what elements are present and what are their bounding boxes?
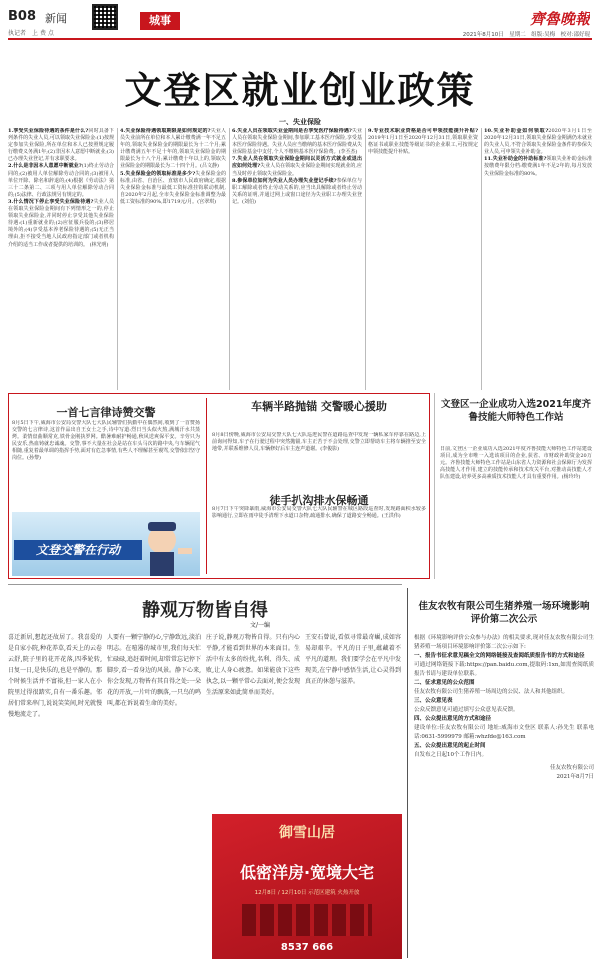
section-label: 新闻 bbox=[45, 12, 67, 25]
policy-col-3: 6.失业人员在领取失业金期间是否享受医疗保险待遇?失业人员在领取失业保险金期间,参加职工基本医疗保险,享受基本医疗保险待遇。失业人员应当缴纳的基本医疗保险费从失业保险基金中支付,个人不缴纳基本医疗保险费。(李丕杰) 7.失业人员在领取失业保险金期间以灵活方式就业或退出应如何处理?失业人员在领取失业保险金期间实现就业的,应当及时停止领取失业保险金。 8.参保单位如何为失业人员办理失业登记手续?参保单位与职工解除或者终止劳动关系的,应当出具解除或者终止劳动关系的证明,并通过网上或窗口途径为失业职工办理失业登记。(刘伯) bbox=[232, 128, 362, 205]
editor-line: 执记者 上 费 点 bbox=[8, 30, 54, 37]
story1-title: 一首七言律诗赞交警 bbox=[56, 406, 156, 419]
real-estate-ad[interactable] bbox=[212, 814, 402, 959]
essay-col-2: 人要有一颗宁静的心,宁静致远,淡泊明志。在喧嚣的城市里,我们每天忙忙碌碌,追赶着时间,却常常忘记停下脚步,看一看身边的风景。静下心来,你会发现,万物皆有其自得之处:一朵花的开放,一片叶的飘落,一只鸟的鸣叫,都在诉说着生命的美好。 bbox=[107, 634, 201, 707]
policy-col-2: 4.失业保险待遇领取期限是如何规定的?失业人员失业前所在单位和本人累计缴费满一年不足五年的,领取失业保险金的期限最长为十二个月;累计缴费满五年不足十年的,领取失业保险金的期限最长为十八个月;累计缴费十年以上的,领取失业保险金的期限最长为二十四个月。(吕文静) 5.失业保险金的领取标准是多少?失业保险金的标准,由省、自治区、直辖市人民政府确定,根据失业保险金标准与最低工资标准挂钩联动机制,自2020年2月起,全市失业保险金标准调整为最低工资标准的90%,即1719元/月。(宫翠琪) bbox=[120, 128, 226, 205]
policy-section-heading: 一、失业保险 bbox=[279, 117, 321, 126]
ad-brand: 御雪山居 bbox=[279, 825, 335, 841]
ad-subline: 12月8日 / 12月10日 示范区建筑 火热开放 bbox=[254, 890, 360, 896]
qr-code bbox=[92, 4, 118, 30]
page-number: B08 bbox=[8, 9, 36, 24]
page-title: 文登区就业创业政策 bbox=[124, 69, 476, 112]
notice-title: 佳友农牧有限公司生猪养殖一场环境影响评价第二次公示 bbox=[418, 601, 590, 625]
policy-col-5: 10.失业补助金如何领取?2020年3月1日至2020年12月31日,领取失业保险金期满仍未就业的失业人员,不符合领取失业保险金条件的参保失业人员,可申领失业补助金。 11.失业补助金的补助标准?领取失业补助金标准按缴费年限分档:缴费满1年不足2年的,每月发放失业保险金标准的80%。 bbox=[484, 128, 592, 177]
notice-body: 根据《环境影响评价公众参与办法》的相关要求,现对佳友农牧有限公司生猪养殖一场项目环境影响评价第二次公示如下: 一、报告书征求意见稿全文的网络链接及查阅纸质报告书的方式和途径 可通过网络链接下载:https://pan.baidu.com,提取码:1xn,如需查阅纸质报告书请与建设单位联系。 二、征求意见的公众范围 佳友农牧有限公司生猪养殖一场周边的公民、法人和其他组织。 三、公众意见表 公众反馈意见可通过填写公众意见表反馈。 四、公众提出意见的方式和途径 建设单位:佳友农牧有限公司 地址:威海市文登区 联系人:孙先生 联系电话:0631-5999979 邮箱:whzfde@163.com 五、公众提出意见的起止时间 自发布之日起10个工作日内。 佳友农牧有限公司 2021年8月7日 bbox=[414, 635, 594, 780]
story4-body: 日前,文登区一企业成功入选2021年度齐鲁技能大师特色工作站建设项目,成为全市唯一入选该项目的企业,获省、市财政补助资金20万元。齐鲁技能大师特色工作站是山东省人力资源和社会保障厅为发挥高技能人才作用,建立的技能传承和技术攻关平台,对推动高技能人才队伍建设,培养更多高素质技术技能人才具有重要作用。(杨玲玲) bbox=[440, 446, 592, 481]
essay-col-1: 喜迁新居,想起还故居了。我喜爱的是自家小院,种花养草,看天上的云卷云舒,院子里的花开花落,四季轮转,日复一日,是快乐的,也是平静的。那个时候生活并不富裕,但一家人在小院里过得很踏实,自有一番乐趣。邻居们常来串门,说说笑笑间,时光就慢慢地流走了。 bbox=[8, 634, 102, 718]
essay-col-3: 庄子说,静观万物皆自得。只有内心平静,才能看到世界的本来面目。生活中有太多的纷扰,名利、得失、成败,让人身心疲惫。如果能放下这些执念,以一颗平常心去面对,便会发现生活原来如此简单而美好。 bbox=[206, 634, 300, 696]
section-tab: 城事 bbox=[140, 12, 180, 30]
traffic-banner: 文登交警在行动 bbox=[14, 540, 142, 560]
ad-phone: 8537 666 bbox=[280, 942, 334, 953]
policy-col-1: 1.享受失业保险待遇的条件是什么?同时具备下列条件的失业人员,可以领取失业保险金:(1)按规定参加失业保险,所在单位和本人已按照规定履行缴费义务满1年;(2)非因本人意愿中断就业;(3)已办理失业登记,并有求职要求。 2.什么是非因本人意愿中断就业?(1)终止劳动合同的;(2)被用人单位解除劳动合同的;(3)被用人单位开除、除名和辞退的;(4)根据《劳动法》第三十二条第二、三项与用人单位解除劳动合同的;(5)法律、行政法规另有规定的。 3.什么情况下停止享受失业保险待遇?失业人员在领取失业保险金期间有下列情形之一的,停止领取失业保险金,并同时停止享受其他失业保险待遇:(1)重新就业的;(2)应征服兵役的;(3)移居境外的;(4)享受基本养老保险待遇的;(5)无正当理由,拒不接受当地人民政府指定部门或者机构介绍的适当工作或者提供的培训的。 (林光明) bbox=[8, 128, 114, 248]
masthead-logo: 齊魯晚報 bbox=[529, 10, 590, 28]
story2-body: 8月8日傍晚,威海市公安局交警大队七大队巡逻民警在道路巡查中发现一辆私家车停靠在路边,上前询问得知,车子在行驶过程中突然抛锚,车主正苦于不会处理,交警立即帮助车主将车辆推至安全地带,并联系维修人员,车辆修好后车主连声道谢。(李俊影) bbox=[212, 432, 426, 453]
ad-building-icon bbox=[242, 904, 372, 936]
story1-body: 8月5日下午,威海市公安局交警大队七大队民辅警们执勤中在偶然间,收到了一首赞扬交警的七言律诗,这首作品出自王女士之手,诗中写道:烈日当头似火熬,满城汗水共蒸烤。柔情盘曲顺常克,铁骨金刚执罗网。酷暑难耐护畅通,秋风送爽保平安。辛劳只为民安乐,热血铸就忠诚魂。交警,事不大量在社会是站在车头马次的路中央,与车辆尾气相随,重复着最单调的指挥手势,面对有危急事情,有些人不理解甚至谩骂,交警依旧坚守岗位。(孙黎) bbox=[12, 420, 200, 462]
story4-title: 文登区一企业成功入选2021年度齐鲁技能大师特色工作站 bbox=[441, 399, 591, 423]
date-line: 2021年8月10日 星期二 组版:吴梅 校对:邵好琨 bbox=[462, 32, 590, 38]
essay-title: 静观万物皆自得 bbox=[142, 600, 268, 621]
story2-title: 车辆半路抛锚 交警暖心援助 bbox=[251, 400, 387, 413]
essay-col-4: 王安石曾说,看似寻常最奇崛,成如容易却艰辛。平凡的日子里,蕴藏着不平凡的道理。我们要学会在平凡中发现美,在宁静中感悟生活,让心灵得到真正的休憩与滋养。 bbox=[305, 634, 401, 685]
notice-signoff: 佳友农牧有限公司 2021年8月7日 bbox=[549, 765, 594, 780]
essay-author: 文/一编 bbox=[250, 622, 271, 629]
ad-headline: 低密洋房·宽境大宅 bbox=[239, 863, 375, 882]
policy-col-4: 9.专业技术职业资格是否可申领技能提升补贴?2019年1月1日至2020年12月31日,领取职业资格证书或职业技能等级证书的企业职工,可按规定申领技能提升补贴。 bbox=[368, 128, 478, 156]
story3-title: 徒手扒沟排水保畅通 bbox=[269, 494, 369, 507]
story3-body: 8月7日下午突降暴雨,威海市公安局交警大队七大队民辅警在城区路段巡查时,发现路面积水较多影响通行,立即在雨中徒手清理下水道口杂物,疏通排水,确保了道路安全畅通。(王洪伟) bbox=[212, 506, 426, 520]
header-rule bbox=[8, 38, 592, 40]
